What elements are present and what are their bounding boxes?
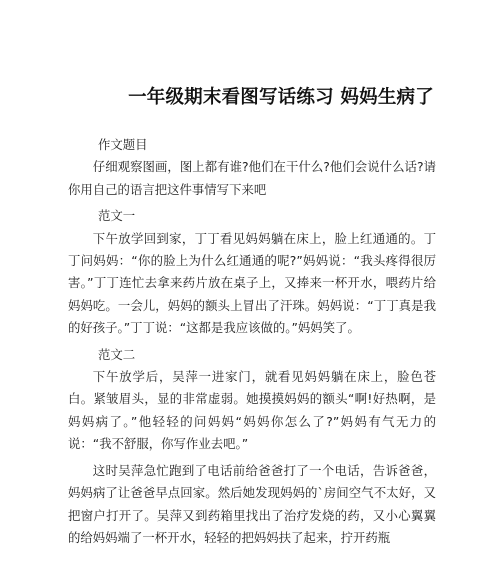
section-label-prompt: 作文题目 — [98, 137, 148, 152]
prompt-paragraph: 仔细观察图画，图上都有谁?他们在干什么?他们会说什么话?请你用自己的语言把这件事情写下来吧 — [68, 159, 436, 197]
document-title: 一年级期末看图写话练习 妈妈生病了 — [128, 87, 434, 108]
sample-one-paragraph: 下午放学回到家，丁丁看见妈妈躺在床上，脸上红通通的。丁丁问妈妈：“你的脸上为什么红通通的呢?”妈妈说：“我头疼得很厉害。”丁丁连忙去拿来药片放在桌子上，又捧来一杯开水，喂药片给妈妈吃。一会儿，妈妈的额头上冒出了汗珠。妈妈说：“丁丁真是我的好孩子。”丁丁说：“这都是我应该做的。”妈妈笑了。 — [68, 230, 436, 336]
sample-two-paragraph-2: 这时吴萍急忙跑到了电话前给爸爸打了一个电话，告诉爸爸，妈妈病了让爸爸早点回家。然后她发现妈妈的`房间空气不太好，又把窗户打开了。吴萍又到药箱里找出了治疗发烧的药，又小心翼翼的给妈妈端了一杯开水，轻轻的把妈妈扶了起来，拧开药瓶 — [68, 462, 436, 545]
section-label-sample-two: 范文二 — [98, 346, 136, 362]
section-label-sample-one: 范文一 — [98, 208, 136, 224]
sample-two-paragraph-1: 下午放学后，吴萍一进家门，就看见妈妈躺在床上，脸色苍白。紧皱眉头，显的非常虚弱。她摸摸妈妈的额头“啊!好热啊，是妈妈病了。”他轻轻的问妈妈“妈妈你怎么了?”妈妈有气无力的说：“我不舒服，你写作业去吧。” — [68, 369, 436, 452]
document-body — [68, 134, 436, 549]
